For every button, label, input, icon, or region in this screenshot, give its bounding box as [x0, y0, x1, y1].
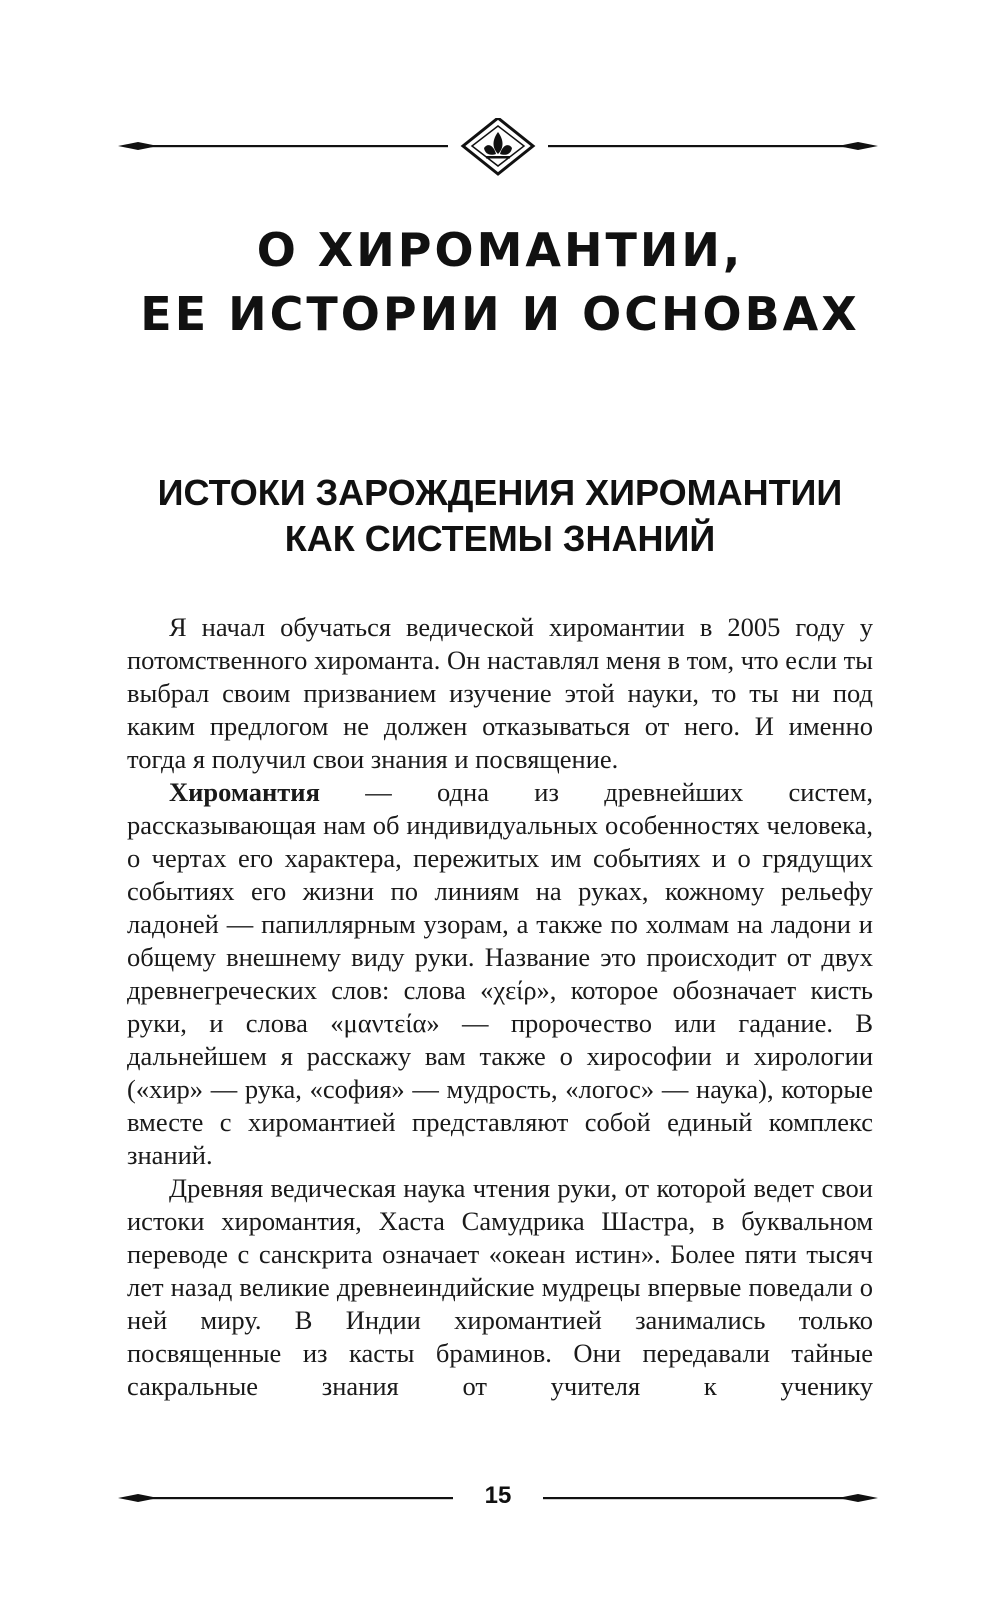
chapter-title: [60, 218, 940, 346]
section-title-line-2: КАК СИСТЕМЫ ЗНАНИЙ: [284, 518, 716, 559]
paragraph-3: [127, 1172, 873, 1403]
paragraph-1-text: Я начал обучаться ведической хиромантии в 2005 году у потомственного хироманта. Он наставлял меня в том, что если ты выбрал своим призванием изучение этой науки, то ты ни под каким предлогом не должен отказываться от него. И именно тогда я получил свои знания и посвящение.: [127, 612, 873, 774]
left-rule: [148, 145, 448, 147]
chapter-title-line-1: О ХИРОМАНТИИ,: [256, 223, 744, 277]
chapter-title-line-2: ЕЕ ИСТОРИИ И ОСНОВАХ: [140, 287, 860, 341]
right-rule: [548, 145, 848, 147]
paragraph-3-text: Древняя ведическая наука чтения руки, от которой ведет свои истоки хиромантия, Хаста Самудрика Шастра, в буквальном переводе с санскрита означает «океан истин». Более пяти тысяч лет назад великие древнеиндийские мудрецы впервые поведали о ней миру. В Индии хиромантией занимались только посвященные из касты браминов. Они передавали тайные сакральные знания от учителя к ученику: [127, 1173, 873, 1401]
paragraph-2: [127, 776, 873, 1172]
top-ornament-divider: [118, 118, 878, 188]
paragraph-1: [127, 611, 873, 776]
body-text: [127, 611, 873, 1403]
section-title: [60, 470, 940, 562]
page-footer: [118, 1478, 878, 1518]
section-title-line-1: ИСТОКИ ЗАРОЖДЕНИЯ ХИРОМАНТИИ: [157, 472, 843, 513]
paragraph-2-text: — одна из древнейших систем, рассказывающая нам об индивидуальных особенностях человека, о чертах его характера, пережитых им событиях и о грядущих событиях его жизни по линиям на руках, кожному рельефу ладоней — папиллярным узорам, а также по холмам на ладони и общему внешнему виду руки. Название это происходит от двух древнегреческих слов: слова «χείρ», которое обозначает кисть руки, и слова «μαντεία» — пророчество или гадание. В дальнейшем я расскажу вам также о хирософии и хирологии («хир» — рука, «софия» — мудрость, «логос» — наука), которые вместе с хиромантией представляют собой единый комплекс знаний.: [127, 777, 873, 1170]
term-chiromancy: Хиромантия: [169, 777, 320, 807]
page-number: 15: [484, 1482, 512, 1509]
lotus-emblem-icon: [463, 118, 533, 174]
